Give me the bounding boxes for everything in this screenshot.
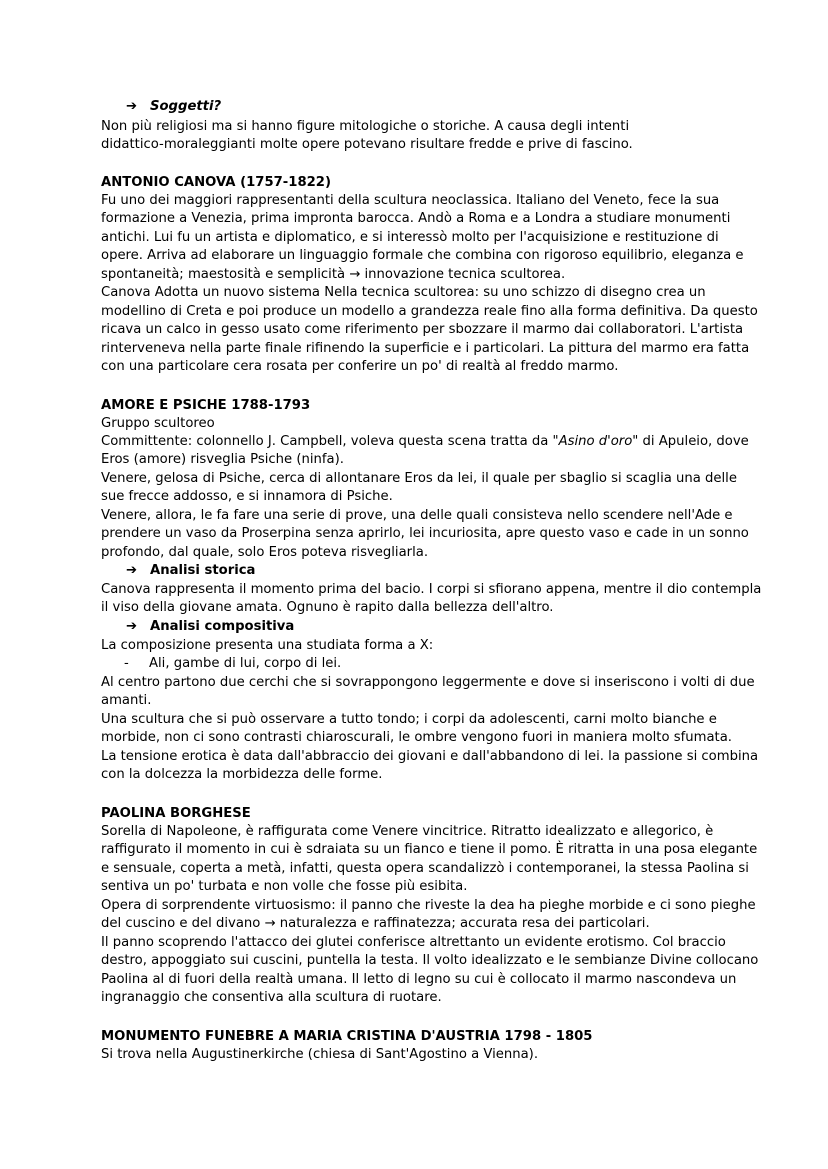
paragraph-line: didattico-moraleggianti molte opere potevano risultare fredde e prive di fascino. xyxy=(101,137,633,152)
soggetti-heading xyxy=(126,98,221,116)
paragraph-line: del cuscino e del divano → naturalezza e raffinatezza; accurata resa dei particolari. xyxy=(101,916,650,931)
paragraph-line: Venere, gelosa di Psiche, cerca di allontanare Eros da lei, il quale per sbaglio si scaglia una delle xyxy=(101,471,737,486)
paragraph-line: il viso della giovane amata. Ognuno è rapito dalla bellezza dell'altro. xyxy=(101,600,554,615)
list-item xyxy=(124,655,341,673)
section-heading-monumento-funebre: MONUMENTO FUNEBRE A MARIA CRISTINA D'AUSTRIA 1798 - 1805 xyxy=(101,1029,593,1044)
paragraph-line: Paolina al di fuori della realtà umana. Il letto di legno su cui è collocato il marmo nascondeva un xyxy=(101,972,737,987)
paragraph-line: Si trova nella Augustinerkirche (chiesa di Sant'Agostino a Vienna). xyxy=(101,1047,539,1062)
paragraph-line: Fu uno dei maggiori rappresentanti della scultura neoclassica. Italiano del Veneto, fece la sua xyxy=(101,193,720,208)
section-heading-canova: ANTONIO CANOVA (1757-1822) xyxy=(101,175,332,190)
subheading-analisi-compositiva xyxy=(126,618,294,636)
arrow-right-icon: ➔ xyxy=(126,563,138,578)
paragraph-line: Canova rappresenta il momento prima del bacio. I corpi si sfiorano appena, mentre il dio contempla xyxy=(101,582,762,597)
paragraph-line: Canova Adotta un nuovo sistema Nella tecnica scultorea: su uno schizzo di disegno crea un xyxy=(101,285,706,300)
committente-text: Committente: colonnello J. Campbell, voleva questa scena tratta da " xyxy=(101,434,559,449)
committente-text: " di Apuleio, dove xyxy=(632,434,749,449)
paragraph-line: Una scultura che si può osservare a tutto tondo; i corpi da adolescenti, carni molto bianche e xyxy=(101,712,717,727)
paragraph-line: con una particolare cera rosata per conferire un po' di realtà al freddo marmo. xyxy=(101,359,619,374)
paragraph-line: e sensuale, coperta a metà, infatti, questa opera scandalizzò i contemporanei, la stessa Paolina si xyxy=(101,861,749,876)
paragraph-line: Gruppo scultoreo xyxy=(101,416,215,431)
soggetti-heading-text: Soggetti? xyxy=(150,99,222,114)
paragraph-line: raffigurato il momento in cui è sdraiata su un fianco e tiene il pomo. È ritratta in una posa elegante xyxy=(101,842,758,857)
list-item-text: Ali, gambe di lui, corpo di lei. xyxy=(149,656,342,671)
paragraph-line: profondo, dal quale, solo Eros poteva risvegliarla. xyxy=(101,545,429,560)
section-heading-amore-psiche: AMORE E PSICHE 1788-1793 xyxy=(101,398,311,413)
subheading-analisi-storica xyxy=(126,562,255,580)
arrow-right-icon: ➔ xyxy=(126,619,138,634)
paragraph-line: amanti. xyxy=(101,693,152,708)
paragraph-line: morbide, non ci sono contrasti chiaroscurali, le ombre vengono fuori in maniera molto sfumata. xyxy=(101,730,732,745)
paragraph-line: Il panno scoprendo l'attacco dei glutei conferisce altrettanto un evidente erotismo. Col braccio xyxy=(101,935,726,950)
paragraph-line: sentiva un po' turbata e non volle che fosse più esibita. xyxy=(101,879,468,894)
paragraph-line: sue frecce addosso, e si innamora di Psiche. xyxy=(101,489,393,504)
paragraph-line: rinterveneva nella parte finale rifinendo la superficie e i particolari. La pittura del marmo era fatta xyxy=(101,341,750,356)
paragraph-line-committente xyxy=(101,433,749,451)
subheading-text: Analisi storica xyxy=(150,563,256,578)
paragraph-line: antichi. Lui fu un artista e diplomatico, e si interessò molto per l'acquisizione e restituzione di xyxy=(101,230,719,245)
paragraph-line: spontaneità; maestosità e semplicità → innovazione tecnica scultorea. xyxy=(101,267,566,282)
paragraph-line: Opera di sorprendente virtuosismo: il panno che riveste la dea ha pieghe morbide e ci sono pieghe xyxy=(101,898,756,913)
paragraph-line: modellino di Creta e poi produce un modello a grandezza reale fino alla forma definitiva. Da questo xyxy=(101,304,758,319)
paragraph-line: Al centro partono due cerchi che si sovrappongono leggermente e dove si inseriscono i volti di due xyxy=(101,675,755,690)
arrow-right-icon: ➔ xyxy=(126,99,138,114)
subheading-text: Analisi compositiva xyxy=(150,619,295,634)
paragraph-line: ricava un calco in gesso usato come riferimento per sbozzare il marmo dai collaboratori. L'artista xyxy=(101,322,744,337)
work-title: Asino d'oro xyxy=(558,434,633,449)
paragraph-line: La composizione presenta una studiata forma a X: xyxy=(101,638,434,653)
paragraph-line: Venere, allora, le fa fare una serie di prove, una delle quali consisteva nello scendere nell'Ade e xyxy=(101,508,733,523)
paragraph-line: Non più religiosi ma si hanno figure mitologiche o storiche. A causa degli intenti xyxy=(101,119,630,134)
paragraph-line: ingranaggio che consentiva alla scultura di ruotare. xyxy=(101,990,442,1005)
paragraph-line: opere. Arriva ad elaborare un linguaggio formale che combina con rigoroso equilibrio, eleganza e xyxy=(101,248,744,263)
paragraph-line: con la dolcezza la morbidezza delle forme. xyxy=(101,767,383,782)
paragraph-line: destro, appoggiato sui cuscini, puntella la testa. Il volto idealizzato e le sembianze Divine collocano xyxy=(101,953,759,968)
section-heading-paolina-borghese: PAOLINA BORGHESE xyxy=(101,806,251,821)
dash-bullet: - xyxy=(124,656,129,671)
paragraph-line: La tensione erotica è data dall'abbraccio dei giovani e dall'abbandono di lei. la passione si combina xyxy=(101,749,759,764)
paragraph-line: Sorella di Napoleone, è raffigurata come Venere vincitrice. Ritratto idealizzato e allegorico, è xyxy=(101,824,714,839)
paragraph-line: Eros (amore) risveglia Psiche (ninfa). xyxy=(101,452,344,467)
paragraph-line: prendere un vaso da Proserpina senza aprirlo, lei incuriosita, apre questo vaso e cade in un sonno xyxy=(101,526,749,541)
paragraph-line: formazione a Venezia, prima impronta barocca. Andò a Roma e a Londra a studiare monumenti xyxy=(101,211,731,226)
